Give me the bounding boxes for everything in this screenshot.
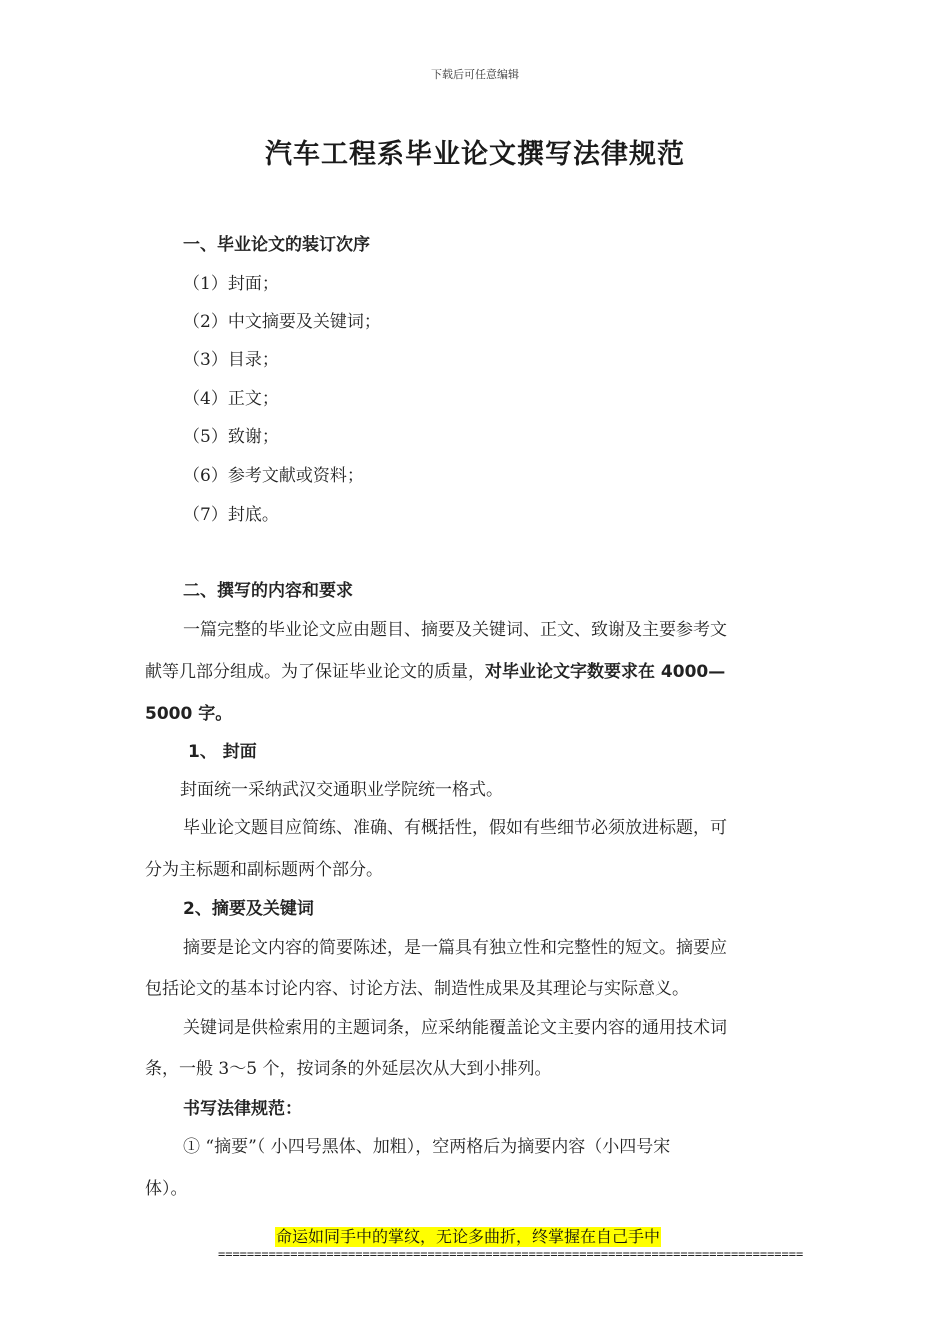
cover-paragraph-1: 封面统一采纳武汉交通职业学院统一格式。	[180, 780, 503, 800]
cover-heading: 1、 封面	[188, 742, 257, 762]
footer-divider: =================================================================================	[218, 1247, 804, 1261]
abstract-heading: 2、摘要及关键词	[183, 899, 314, 919]
binding-order-item: （7）封底。	[183, 505, 279, 525]
cover-paragraph-2-line-1: 毕业论文题目应简练、准确、有概括性，假如有些细节必须放进标题，可	[183, 818, 727, 838]
cover-paragraph-2-line-2: 分为主标题和副标题两个部分。	[145, 860, 383, 880]
binding-order-item: （1）封面；	[183, 274, 279, 294]
rule-1-line-2: 体）。	[145, 1179, 188, 1199]
binding-order-item: （4）正文；	[183, 389, 279, 409]
intro-line-2-normal: 献等几部分组成。为了保证毕业论文的质量，	[145, 662, 485, 682]
keywords-paragraph-line-2: 条，一般 3～5 个，按词条的外延层次从大到小排列。	[145, 1059, 552, 1079]
keywords-paragraph-line-1: 关键词是供检索用的主题词条，应采纳能覆盖论文主要内容的通用技术词	[183, 1018, 727, 1038]
footer-motto: 命运如同手中的掌纹，无论多曲折，终掌握在自己手中	[276, 1227, 661, 1246]
header-note: 下载后可任意编辑	[431, 68, 519, 81]
word-count-requirement-end: 5000 字。	[145, 704, 233, 724]
section2-heading: 二、撰写的内容和要求	[183, 581, 353, 601]
word-count-requirement: 对毕业论文字数要求在 4000—	[485, 662, 726, 682]
intro-line-2	[145, 661, 725, 683]
rules-heading: 书写法律规范：	[183, 1099, 302, 1119]
rule-1-line-1: ① “摘要”（ 小四号黑体、加粗），空两格后为摘要内容（小四号宋	[183, 1137, 671, 1157]
binding-order-item: （2）中文摘要及关键词；	[183, 312, 381, 332]
binding-order-item: （6）参考文献或资料；	[183, 466, 364, 486]
abstract-paragraph-1-line-2: 包括论文的基本讨论内容、讨论方法、制造性成果及其理论与实际意义。	[145, 979, 689, 999]
binding-order-item: （5）致谢；	[183, 427, 279, 447]
section1-heading: 一、毕业论文的装订次序	[183, 235, 370, 255]
binding-order-item: （3）目录；	[183, 350, 279, 370]
intro-line-1: 一篇完整的毕业论文应由题目、摘要及关键词、正文、致谢及主要参考文	[183, 620, 727, 640]
abstract-paragraph-1-line-1: 摘要是论文内容的简要陈述，是一篇具有独立性和完整性的短文。摘要应	[183, 938, 727, 958]
document-title: 汽车工程系毕业论文撰写法律规范	[265, 139, 685, 170]
